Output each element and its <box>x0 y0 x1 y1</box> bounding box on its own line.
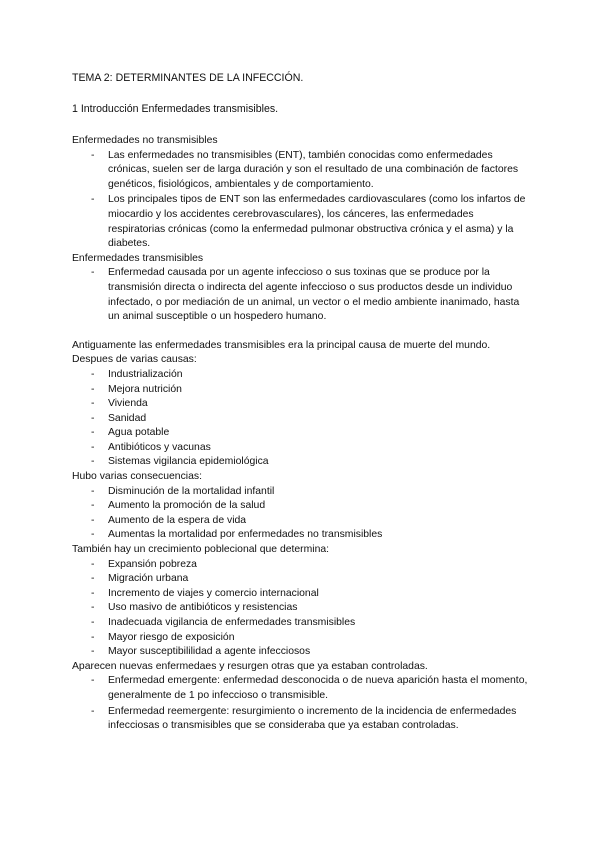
list-emergentes <box>72 674 532 733</box>
list-item: - Industrialización <box>108 368 532 383</box>
list-item: - Enfermedad emergente: enfermedad desconocida o de nueva aparición hasta el momento, generalmente de 1 po infeccioso o transmisible. <box>108 674 532 703</box>
heading-crecimiento: También hay un crecimiento poblecional que determina: <box>72 544 330 556</box>
list-item: - Mayor susceptibililidad a agente infecciosos <box>108 645 532 660</box>
list-item: - Expansión pobreza <box>108 558 532 573</box>
heading-consecuencias: Hubo varias consecuencias: <box>72 471 202 483</box>
list-item: - Vivienda <box>108 397 532 412</box>
list-item: - Sistemas vigilancia epidemiológica <box>108 455 532 470</box>
list-no-transmisibles <box>72 149 532 252</box>
list-item: - Enfermedad reemergente: resurgimiento o incremento de la incidencia de enfermedades infecciosas o transmisibles que se consideraba que ya estaban controladas. <box>108 705 532 734</box>
list-item: - Migración urbana <box>108 572 532 587</box>
list-item: - Aumento la promoción de la salud <box>108 499 532 514</box>
list-item: - Las enfermedades no transmisibles (ENT), también conocidas como enfermedades crónicas, suelen ser de larga duración y son el resultado de una combinación de factores genéticos, fisiológicos, ambientales y de comportamiento. <box>108 149 532 193</box>
list-item: - Antibióticos y vacunas <box>108 441 532 456</box>
list-item: - Agua potable <box>108 426 532 441</box>
list-item: - Enfermedad causada por un agente infeccioso o sus toxinas que se produce por la transmisión directa o indirecta del agente infeccioso o sus productos desde un individuo infectado, o por mediación de un animal, un vector o el medio ambiente inanimado, hasta un animal susceptible o un hospedero humano. <box>108 266 532 324</box>
list-item: - Sanidad <box>108 412 532 427</box>
list-item: - Mejora nutrición <box>108 383 532 398</box>
section-subtitle: 1 Introducción Enfermedades transmisibles. <box>72 103 279 115</box>
paragraph-antiguamente: Antiguamente las enfermedades transmisibles era la principal causa de muerte del mundo. <box>72 339 491 351</box>
list-item: - Los principales tipos de ENT son las enfermedades cardiovasculares (como los infartos de miocardio y los accidentes cerebrovasculares), los cánceres, las enfermedades respiratorias crónicas (como la enfermedad pulmonar obstructiva crónica y el asma) y la diabetes. <box>108 193 532 251</box>
list-item: - Aumentas la mortalidad por enfermedades no transmisibles <box>108 528 532 543</box>
list-item: - Aumento de la espera de vida <box>108 514 532 529</box>
heading-despues: Despues de varias causas: <box>72 354 197 366</box>
list-item: - Uso masivo de antibióticos y resistencias <box>108 601 532 616</box>
list-transmisibles <box>72 266 532 324</box>
list-causas <box>72 368 532 470</box>
list-item: - Mayor riesgo de exposición <box>108 631 532 646</box>
document-title: TEMA 2: DETERMINANTES DE LA INFECCIÓN. <box>72 72 304 84</box>
heading-transmisibles: Enfermedades transmisibles <box>72 252 204 264</box>
list-item: - Inadecuada vigilancia de enfermedades transmisibles <box>108 616 532 631</box>
heading-no-transmisibles: Enfermedades no transmisibles <box>72 135 218 146</box>
list-item: - Disminución de la mortalidad infantil <box>108 485 532 500</box>
list-crecimiento <box>72 558 532 660</box>
list-item: - Incremento de viajes y comercio internacional <box>108 587 532 602</box>
blank-line <box>72 325 532 339</box>
document-body <box>72 71 532 734</box>
list-consecuencias <box>72 485 532 543</box>
heading-aparecen: Aparecen nuevas enfermedaes y resurgen otras que ya estaban controladas. <box>72 660 428 672</box>
